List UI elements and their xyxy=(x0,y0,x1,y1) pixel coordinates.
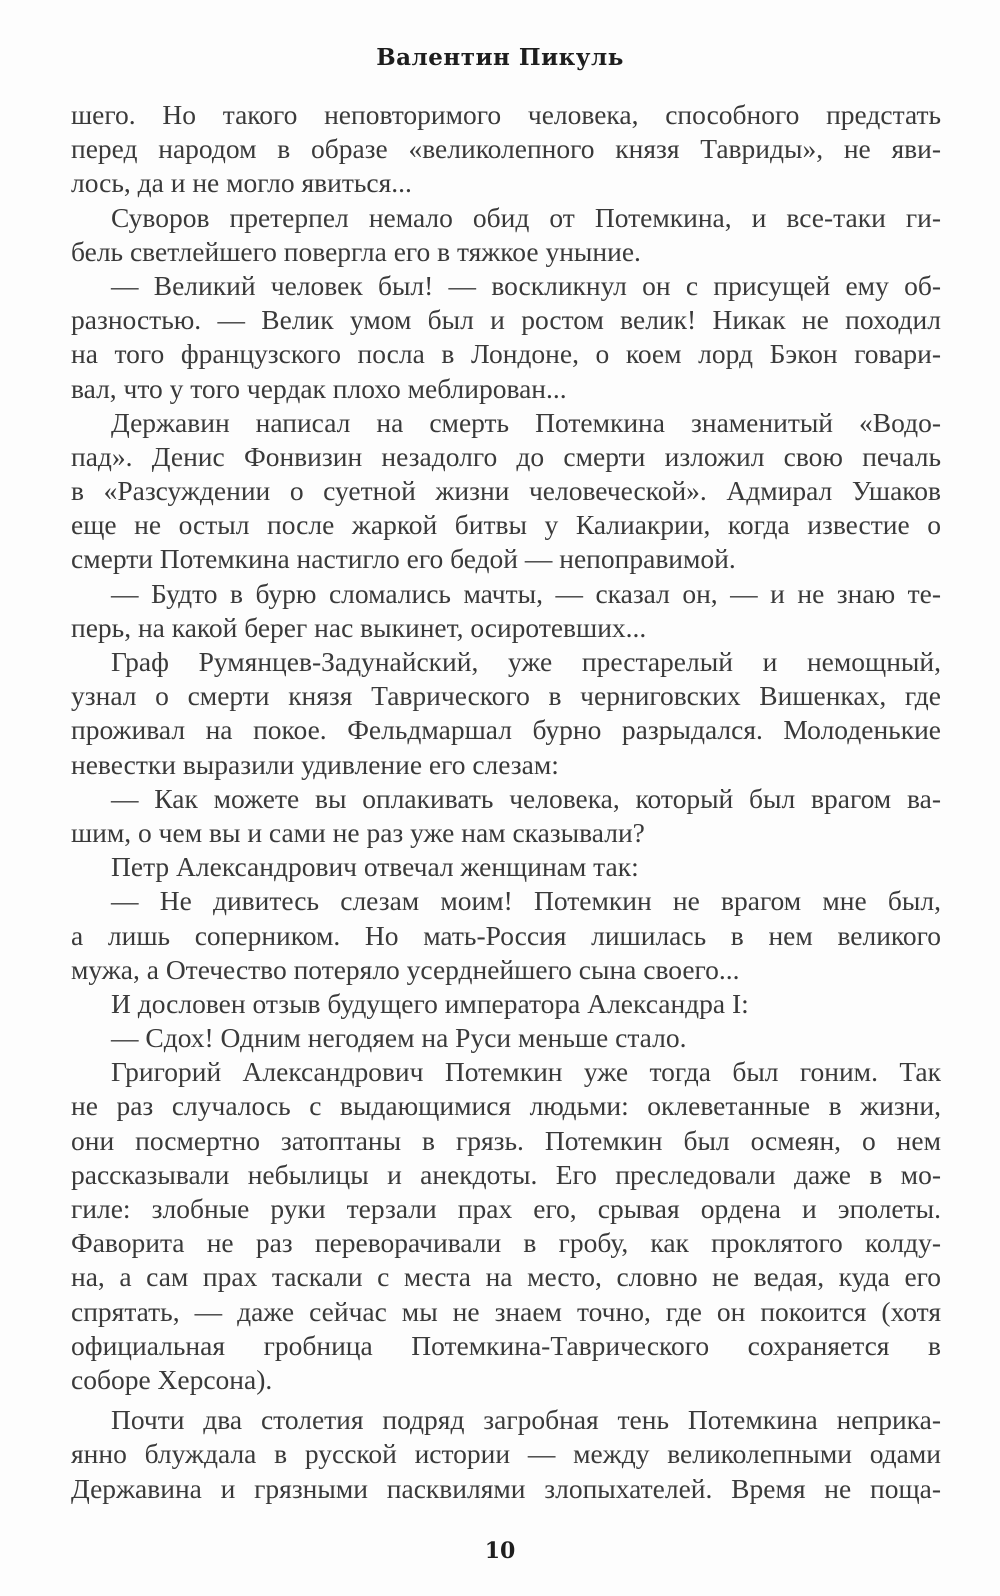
text-line: янно блуждала в русской истории — между великолепными одами xyxy=(71,1438,941,1470)
text-line: еще не остыл после жаркой битвы у Калиакрии, когда известие о xyxy=(71,509,941,541)
text-line: официальная гробница Потемкина-Таврического сохраняется в xyxy=(71,1329,941,1361)
text-line: — Будто в бурю сломались мачты, — сказал он, — и не знаю те- xyxy=(111,577,941,609)
paragraph xyxy=(71,406,941,577)
text-line: невестки выразили удивление его слезам: xyxy=(71,748,559,780)
running-header-author: Валентин Пикуль xyxy=(376,44,624,71)
text-line: Суворов претерпел немало обид от Потемкина, и все-таки ги- xyxy=(111,201,941,233)
text-line: — Как можете вы оплакивать человека, который был врагом ва- xyxy=(111,782,941,814)
text-line: Державина и грязными пасквилями злопыхателей. Время не поща- xyxy=(71,1472,941,1504)
paragraph xyxy=(71,1021,941,1055)
text-line: спрятать, — даже сейчас мы не знаем точно, где он покоится (хотя xyxy=(71,1295,941,1327)
text-line: соборе Херсона). xyxy=(71,1363,273,1395)
text-line: мужа, а Отечество потеряло усерднейшего сына своего... xyxy=(71,953,740,985)
text-line: рассказывали небылицы и анекдоты. Его преследовали даже в мо- xyxy=(71,1158,941,1190)
paragraph xyxy=(71,201,941,269)
text-line: Фаворита не раз переворачивали в гробу, как проклятого колду- xyxy=(71,1227,941,1259)
text-line: Державин написал на смерть Потемкина знаменитый «Водо- xyxy=(111,406,941,438)
text-line: И дословен отзыв будущего императора Александра I: xyxy=(111,987,749,1019)
text-line: перед народом в образе «великолепного князя Тавриды», не яви- xyxy=(71,133,941,165)
paragraph xyxy=(71,645,941,782)
text-line: Петр Александрович отвечал женщинам так: xyxy=(111,851,639,883)
text-line: пад». Денис Фонвизин незадолго до смерти изложил свою печаль xyxy=(71,440,941,472)
text-line: Почти два столетия подряд загробная тень Потемкина неприка- xyxy=(111,1404,941,1436)
paragraph xyxy=(71,782,941,850)
text-line: на, а сам прах таскали с места на место, словно не ведая, куда его xyxy=(71,1261,941,1293)
text-line: перь, на какой берег нас выкинет, осиротевших... xyxy=(71,611,647,643)
text-line: не раз случалось с выдающимися людьми: оклеветанные в жизни, xyxy=(71,1090,941,1122)
paragraph xyxy=(71,1403,941,1506)
text-line: вал, что у того чердак плохо меблирован... xyxy=(71,372,567,404)
page-number: 10 xyxy=(484,1538,516,1564)
text-line: бель светлейшего повергла его в тяжкое уныние. xyxy=(71,235,641,267)
text-line: шим, о чем вы и сами не раз уже нам сказывали? xyxy=(71,816,645,848)
paragraph xyxy=(71,884,941,987)
paragraph xyxy=(71,987,941,1021)
body-text xyxy=(71,98,941,1506)
paragraph xyxy=(71,1055,941,1397)
paragraph xyxy=(71,577,941,645)
text-line: в «Разсуждении о суетной жизни человеческой». Адмирал Ушаков xyxy=(71,475,941,507)
text-line: смерти Потемкина настигло его бедой — непоправимой. xyxy=(71,543,736,575)
text-line: Граф Румянцев-Задунайский, уже престарелый и немощный, xyxy=(111,646,941,677)
text-line: на того французского посла в Лондоне, о коем лорд Бэкон говари- xyxy=(71,338,941,370)
text-line: шего. Но такого неповторимого человека, способного предстать xyxy=(71,99,941,130)
text-line: а лишь соперником. Но мать-Россия лишилась в нем великого xyxy=(71,919,941,951)
text-line: — Не дивитесь слезам моим! Потемкин не врагом мне был, xyxy=(111,885,941,917)
paragraph xyxy=(71,98,941,201)
text-line: они посмертно затоптаны в грязь. Потемкин был осмеян, о нем xyxy=(71,1124,941,1156)
text-line: Григорий Александрович Потемкин уже тогда был гоним. Так xyxy=(111,1056,941,1088)
text-line: узнал о смерти князя Таврического в черниговских Вишенках, где xyxy=(71,680,941,712)
text-line: гиле: злобные руки терзали прах его, срывая ордена и эполеты. xyxy=(71,1193,941,1224)
text-line: — Великий человек был! — воскликнул он с присущей ему об- xyxy=(111,269,941,301)
paragraph xyxy=(71,850,941,884)
text-line: разностью. — Велик умом был и ростом велик! Никак не походил xyxy=(71,304,941,336)
text-line: лось, да и не могло явиться... xyxy=(71,167,412,199)
text-line: проживал на покое. Фельдмаршал бурно разрыдался. Молоденькие xyxy=(71,714,941,746)
paragraph xyxy=(71,269,941,406)
text-line: — Сдох! Одним негодяем на Руси меньше стало. xyxy=(111,1022,687,1054)
